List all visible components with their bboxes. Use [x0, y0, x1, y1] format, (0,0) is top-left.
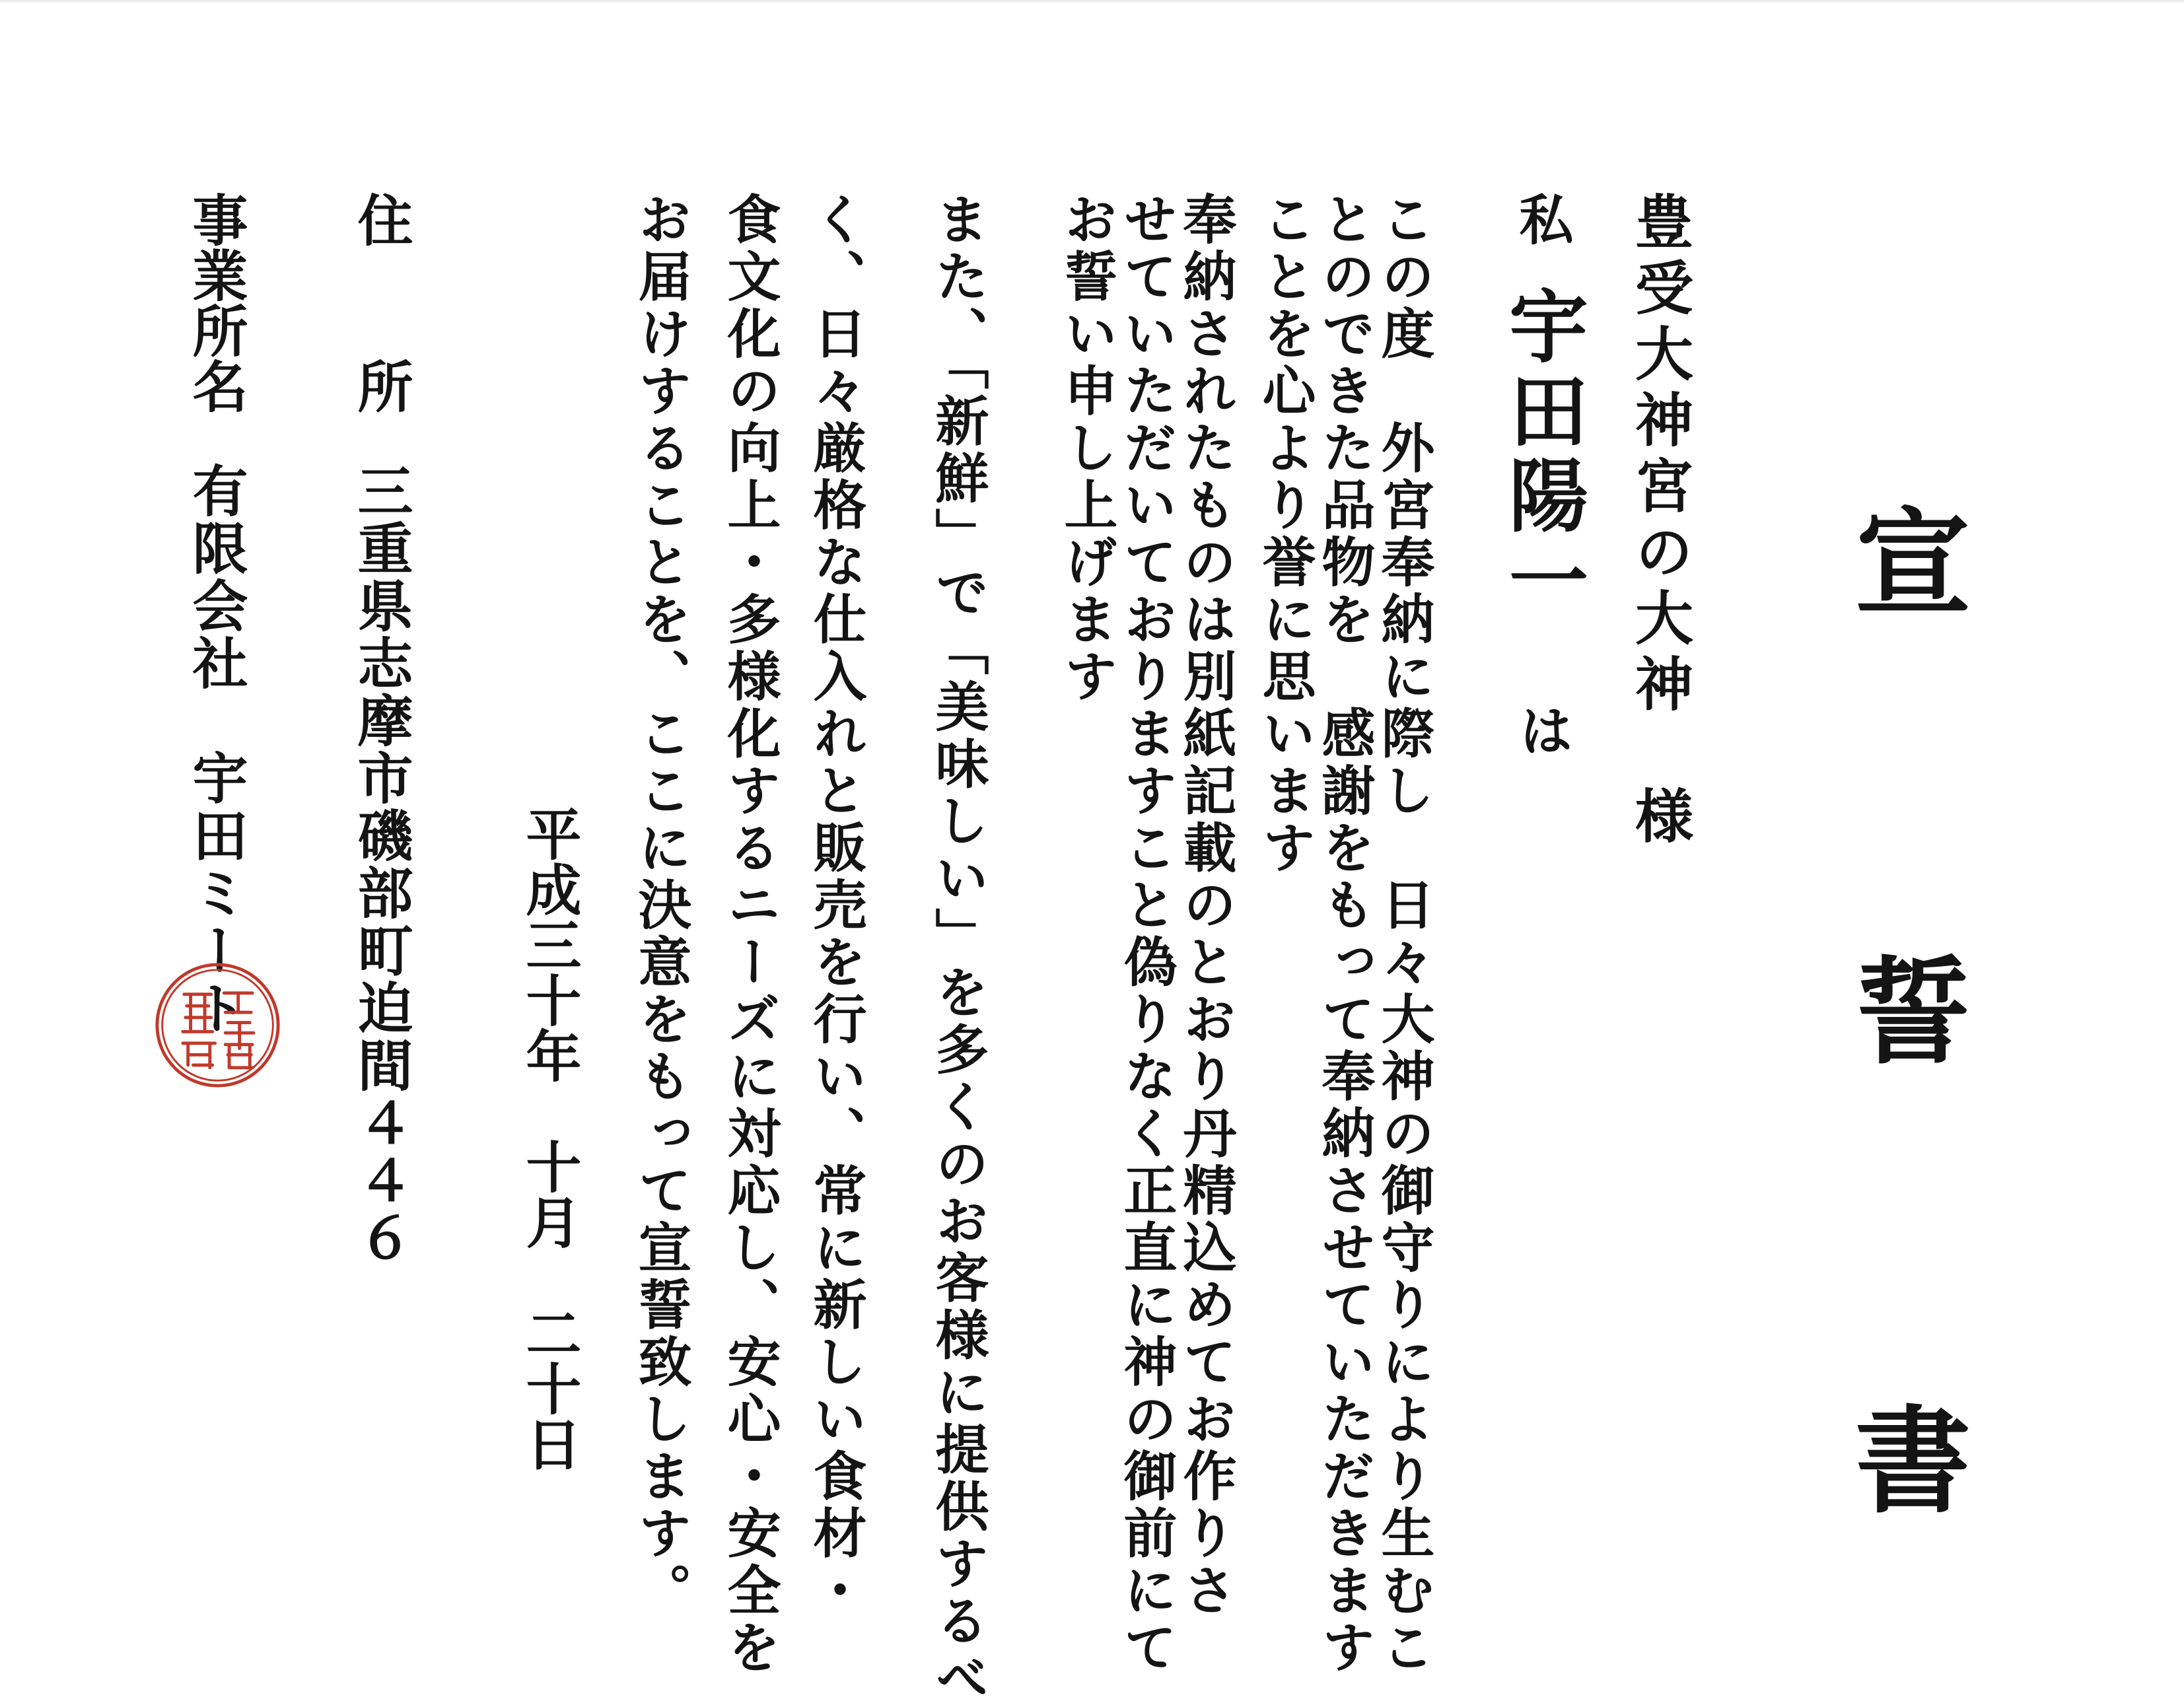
document-title: 宣 誓 書	[1836, 502, 1971, 1615]
company-seal-icon	[153, 961, 282, 1090]
body-line: また、「新鮮」で「美味しい」を多くのお客様に提供するべ	[927, 192, 989, 1707]
pledge-date: 平成三十年 十月 二十日	[517, 806, 582, 1471]
company-label: 事業所名	[184, 192, 249, 413]
body-line: 奉納されたものは別紙記載のとおり丹精込めてお作りさ	[1174, 192, 1237, 1620]
pledger-label: 私	[1510, 192, 1574, 246]
body-line: ことを心より誉に思います	[1253, 192, 1316, 877]
body-line: 食文化の向上・多様化するニーズに対応し、安心・安全を	[719, 192, 781, 1677]
address-value: 三重県志摩市磯部町迫間４４６	[349, 462, 414, 1267]
body-line: お届けすることを、ここに決意をもって宣誓致します。	[629, 192, 692, 1620]
body-line: この度 外宮奉納に際し 日々大神の御守りにより生むこ	[1372, 192, 1435, 1677]
body-line: とのできた品物を 感謝をもって奉納させていただきます	[1313, 192, 1376, 1677]
body-line: く、日々厳格な仕入れと販売を行い、常に新しい食材・	[804, 192, 867, 1620]
addressee: 豊受大神宮の大神 様	[1626, 192, 1695, 852]
body-line: せていただいておりますこと偽りなく正直に神の御前にて	[1115, 192, 1178, 1677]
company-name: 有限会社 宇田ミート	[184, 462, 249, 1037]
pledger-line	[1496, 192, 1589, 1393]
body-line: お誓い申し上げます	[1055, 192, 1118, 706]
address-label: 住 所	[349, 192, 414, 413]
pledger-suffix: は	[1510, 703, 1574, 757]
pledger-name: 宇田陽一	[1496, 285, 1589, 623]
scan-edge	[0, 0, 2184, 4]
